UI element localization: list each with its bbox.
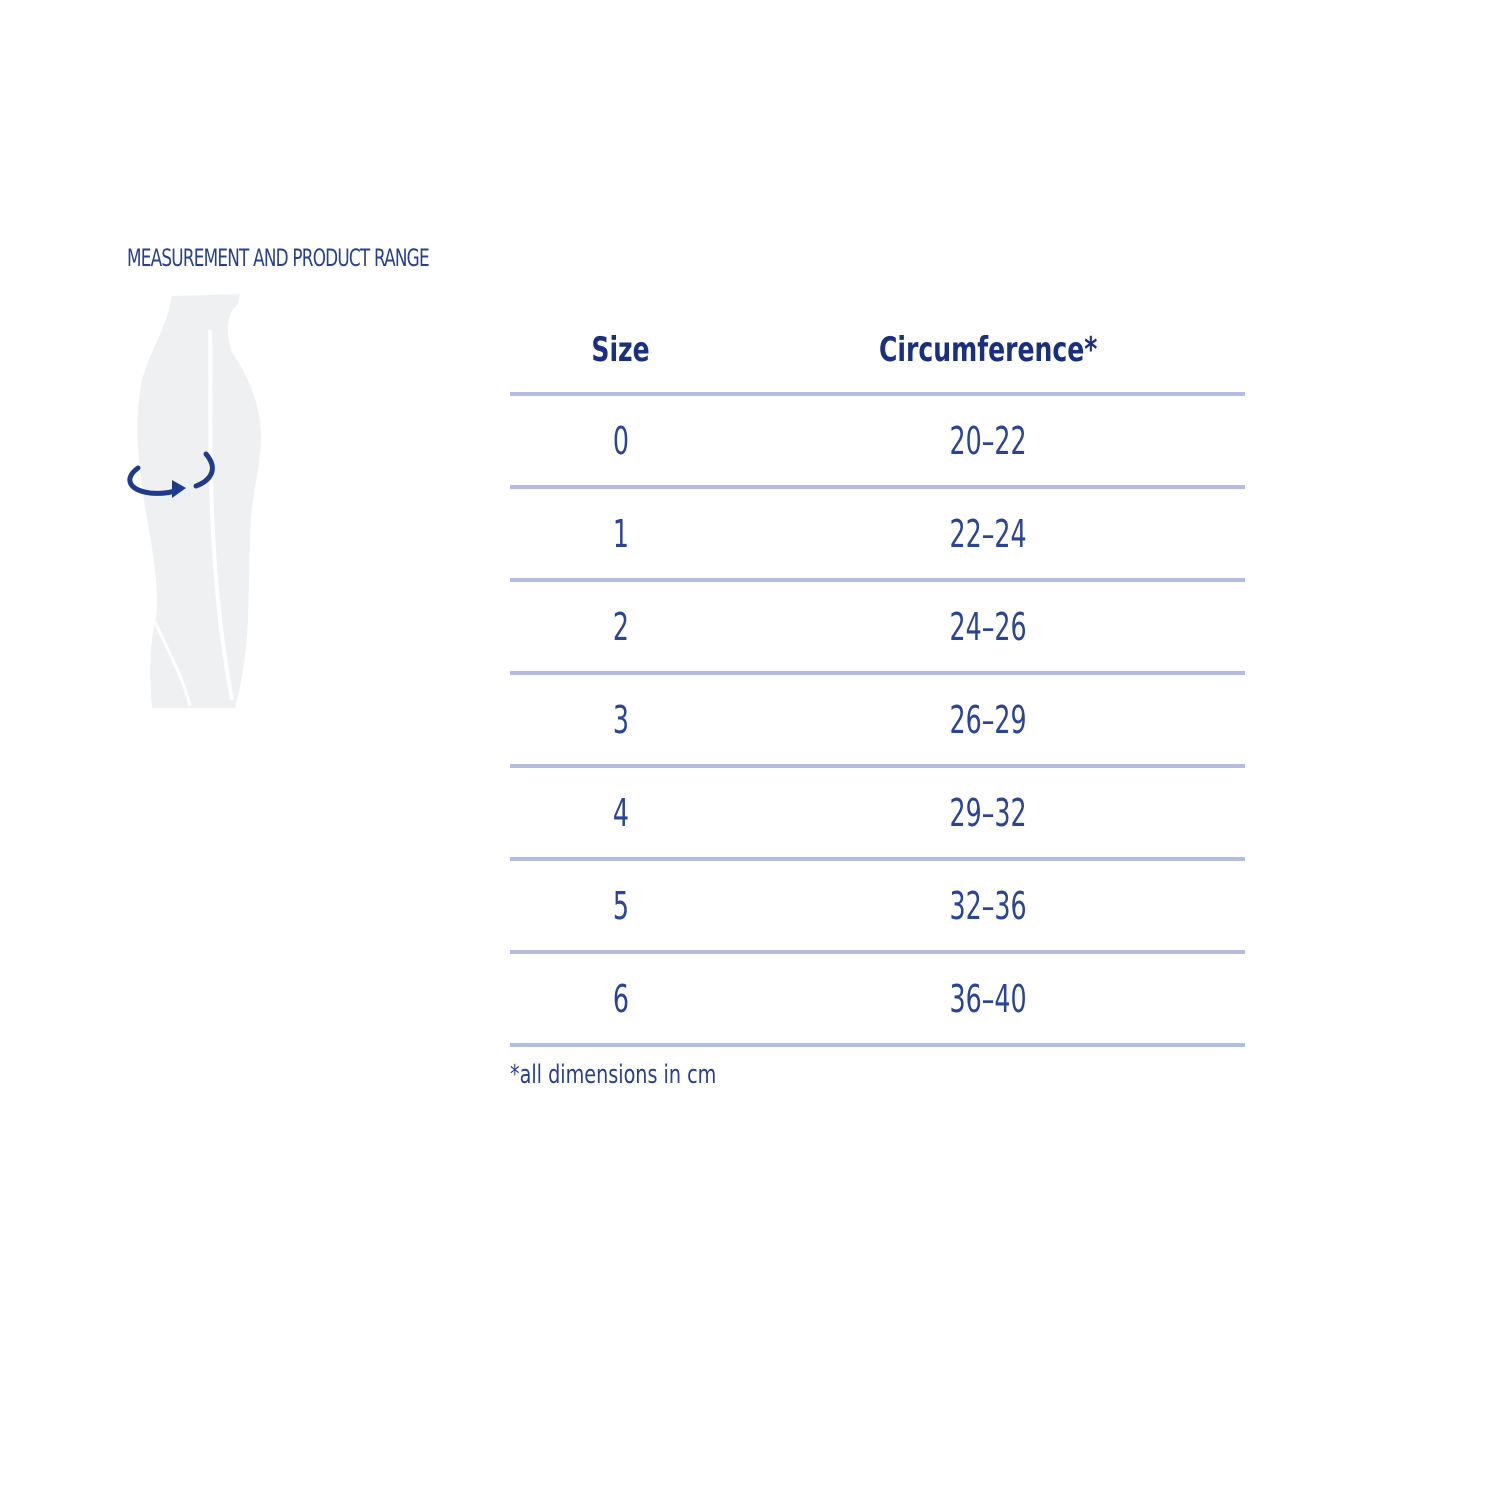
size-cell — [571, 954, 671, 1043]
header-cell-circumference — [878, 310, 1098, 392]
size-value: 2 — [612, 604, 630, 649]
circumference-cell — [888, 489, 1088, 578]
dimensions-footnote: *all dimensions in cm — [510, 1060, 717, 1090]
header-cell-size — [571, 310, 671, 392]
page-heading: MEASUREMENT AND PRODUCT RANGE — [127, 244, 429, 272]
size-value: 4 — [612, 790, 630, 835]
table-row — [510, 582, 1245, 675]
circumference-cell — [888, 582, 1088, 671]
header-circumference-label: Circumference* — [878, 330, 1098, 370]
table-header-row — [510, 310, 1245, 396]
size-cell — [571, 861, 671, 950]
header-size-label: Size — [591, 330, 651, 370]
size-cell — [571, 768, 671, 857]
size-cell — [571, 489, 671, 578]
size-value: 1 — [612, 511, 630, 556]
size-table — [510, 310, 1245, 1047]
size-value: 5 — [612, 883, 630, 928]
circumference-value: 32–36 — [949, 883, 1027, 928]
size-value: 3 — [612, 697, 630, 742]
size-value: 0 — [612, 418, 630, 463]
size-cell — [571, 675, 671, 764]
table-row — [510, 489, 1245, 582]
circular-arrow-icon — [120, 290, 280, 715]
size-value: 6 — [612, 976, 630, 1021]
table-row — [510, 768, 1245, 861]
circumference-value: 29–32 — [949, 790, 1027, 835]
circumference-value: 24–26 — [949, 604, 1027, 649]
circumference-cell — [888, 954, 1088, 1043]
circumference-cell — [888, 396, 1088, 485]
circumference-value: 22–24 — [949, 511, 1027, 556]
table-row — [510, 396, 1245, 489]
circumference-cell — [888, 768, 1088, 857]
circumference-value: 20–22 — [949, 418, 1027, 463]
table-row — [510, 861, 1245, 954]
table-row — [510, 954, 1245, 1047]
table-row — [510, 675, 1245, 768]
size-cell — [571, 396, 671, 485]
circumference-value: 26–29 — [949, 697, 1027, 742]
size-cell — [571, 582, 671, 671]
circumference-value: 36–40 — [949, 976, 1027, 1021]
measurement-figure — [120, 290, 280, 715]
circumference-cell — [888, 861, 1088, 950]
circumference-cell — [888, 675, 1088, 764]
